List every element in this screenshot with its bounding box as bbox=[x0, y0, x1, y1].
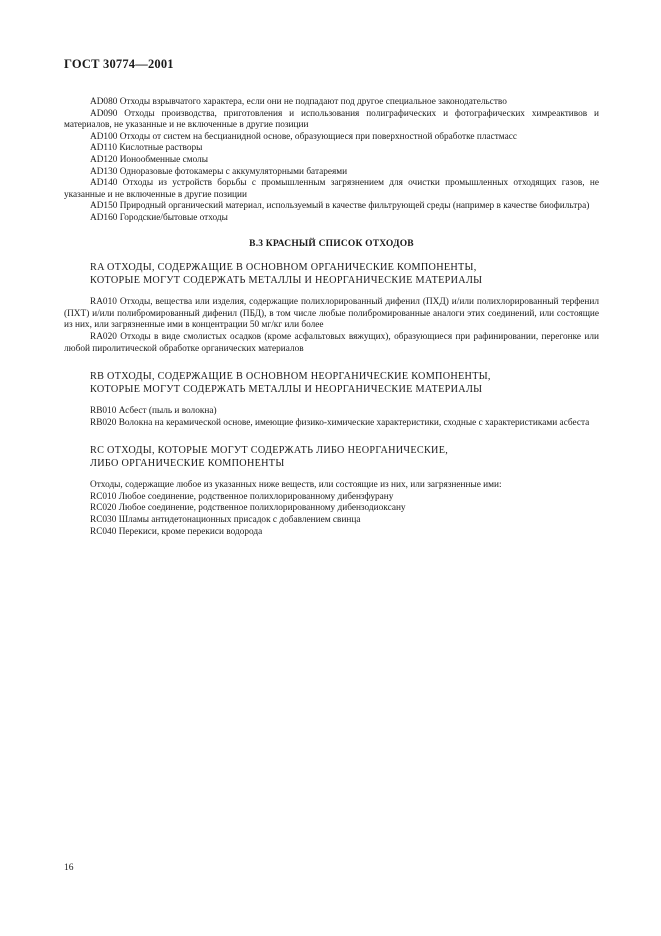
ra-heading: RA ОТХОДЫ, СОДЕРЖАЩИЕ В ОСНОВНОМ ОРГАНИЧЕСКИЕ КОМПОНЕНТЫ, КОТОРЫЕ МОГУТ СОДЕРЖАТЬ МЕТАЛЛЫ И НЕОРГАНИЧЕСКИЕ МАТЕРИАЛЫ bbox=[90, 262, 483, 286]
list-item: RC030 Шламы антидетонационных присадок с добавлением свинца bbox=[90, 515, 361, 526]
list-item: RC010 Любое соединение, родственное полихлорированному дибензфурану bbox=[90, 491, 394, 502]
list-item: RA010 Отходы, вещества или изделия, содержащие полихлорированный дифенил (ПХД) и/или полихлорированный терфенил (ПХТ) и/или полибромированный дифенил (ПБД), в том числе любые полибромированные аналоги этих соединений, или состоящие из них, или загрязненные ими в концентрации 50 мг/кг или более bbox=[64, 297, 599, 331]
list-item: RA020 Отходы в виде смолистых осадков (кроме асфальтовых вяжущих), образующиеся при рафинировании, перегонке или любой пиролитической обработке органических материалов bbox=[64, 331, 600, 354]
list-item: AD160 Городские/бытовые отходы bbox=[90, 212, 228, 223]
list-item: AD100 Отходы от систем на бесцианидной основе, образующиеся при поверхностной обработке пластмасс bbox=[90, 131, 517, 142]
list-item: AD120 Ионообменные смолы bbox=[90, 154, 209, 165]
section-title: В.3 КРАСНЫЙ СПИСОК ОТХОДОВ bbox=[249, 238, 414, 249]
standard-header: ГОСТ 30774—2001 bbox=[64, 57, 174, 71]
list-item: AD150 Природный органический материал, используемый в качестве фильтрующей среды (например в качестве биофильтра) bbox=[90, 201, 590, 212]
list-item: AD110 Кислотные растворы bbox=[90, 143, 203, 154]
rc-intro: Отходы, содержащие любое из указанных ниже веществ, или состоящие из них, или загрязненные ими: bbox=[90, 480, 502, 491]
page-number: 16 bbox=[64, 863, 74, 873]
list-item: RC020 Любое соединение, родственное полихлорированному дибензодиоксану bbox=[90, 503, 406, 514]
list-item: AD130 Одноразовые фотокамеры с аккумуляторными батареями bbox=[90, 166, 348, 177]
list-item: AD080 Отходы взрывчатого характера, если они не подпадают под другое специальное законодательство bbox=[90, 97, 507, 107]
list-item: RB020 Волокна на керамической основе, имеющие физико-химические характеристики, сходные с характеристиками асбеста bbox=[90, 417, 590, 428]
list-item: AD090 Отходы производства, приготовления и использования полиграфических и фотографических химреактивов и материалов, не указанные и не включенные в другие позиции bbox=[64, 108, 599, 131]
list-item: AD140 Отходы из устройств борьбы с промышленным загрязнением для очистки промышленных отходящих газов, не указанные и не включенные в другие позиции bbox=[64, 178, 599, 200]
list-item: RC040 Перекиси, кроме перекиси водорода bbox=[90, 526, 263, 537]
list-item: RB010 Асбест (пыль и волокна) bbox=[90, 406, 217, 417]
ad-list bbox=[64, 97, 599, 225]
rc-heading: RC ОТХОДЫ, КОТОРЫЕ МОГУТ СОДЕРЖАТЬ ЛИБО НЕОРГАНИЧЕСКИЕ, ЛИБО ОРГАНИЧЕСКИЕ КОМПОНЕНТЫ bbox=[90, 445, 449, 469]
document-body bbox=[64, 97, 599, 538]
rb-heading: RB ОТХОДЫ, СОДЕРЖАЩИЕ В ОСНОВНОМ НЕОРГАНИЧЕСКИЕ КОМПОНЕНТЫ, КОТОРЫЕ МОГУТ СОДЕРЖАТЬ МЕТАЛЛЫ И НЕОРГАНИЧЕСКИЕ МАТЕРИАЛЫ bbox=[90, 371, 491, 395]
